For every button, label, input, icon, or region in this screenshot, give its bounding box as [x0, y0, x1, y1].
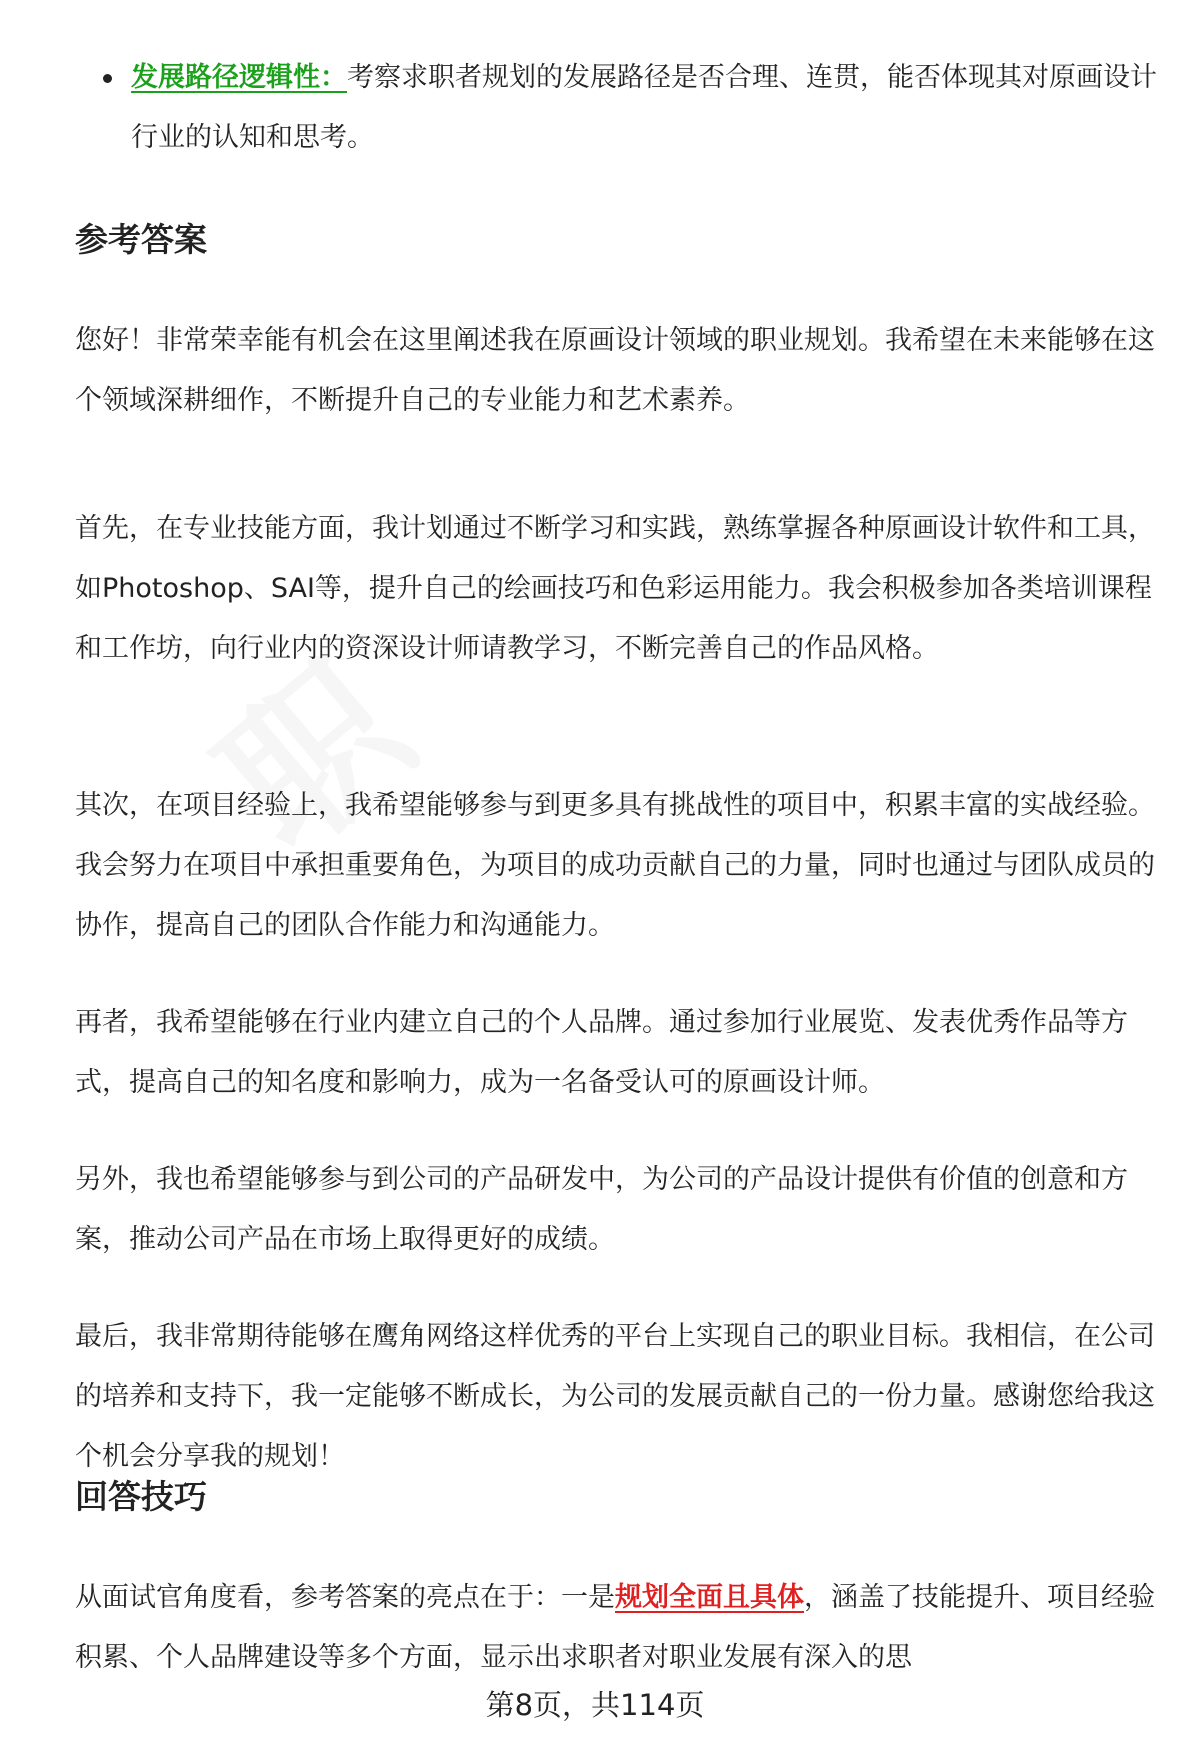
answer-paragraph-brand: 再者，我希望能够在行业内建立自己的个人品牌。通过参加行业展览、发表优秀作品等方式，提高自己的知名度和影响力，成为一名备受认可的原画设计师。: [75, 1007, 1128, 1098]
document-page: [75, 48, 1165, 1673]
bullet-icon: [103, 74, 112, 83]
criterion-text: 考察求职者规划的发展路径是否合理、连贯，能否体现其对原画设计行业的认知和思考。: [131, 62, 1157, 153]
page-number: 第8页，共114页: [485, 1688, 705, 1722]
tips-highlight-term: 规划全面且具体: [615, 1582, 804, 1613]
reference-answer-heading: 参考答案: [75, 220, 207, 259]
answer-paragraph-intro: 您好！非常荣幸能有机会在这里阐述我在原画设计领域的职业规划。我希望在未来能够在这个领域深耕细作，不断提升自己的专业能力和艺术素养。: [75, 325, 1155, 416]
criterion-term: 发展路径逻辑性：: [131, 62, 347, 93]
answer-paragraph-closing: 最后，我非常期待能够在鹰角网络这样优秀的平台上实现自己的职业目标。我相信，在公司的培养和支持下，我一定能够不断成长，为公司的发展贡献自己的一份力量。感谢您给我这个机会分享我的规划！: [75, 1321, 1155, 1472]
list-item: [75, 48, 1165, 168]
tips-paragraph: [75, 1568, 1165, 1688]
criteria-list: [75, 48, 1165, 168]
answer-tips-heading: 回答技巧: [75, 1477, 207, 1516]
tips-text-after: ，涵盖了技能提升、项目经验积累、个人品牌建设等多个方面，显示出求职者对职业发展有深入的思: [75, 1582, 1155, 1673]
tips-text-before: 从面试官角度看，参考答案的亮点在于：一是: [75, 1582, 615, 1613]
answer-paragraph-projects: 其次，在项目经验上，我希望能够参与到更多具有挑战性的项目中，积累丰富的实战经验。我会努力在项目中承担重要角色，为项目的成功贡献自己的力量，同时也通过与团队成员的协作，提高自己的团队合作能力和沟通能力。: [75, 790, 1155, 941]
answer-paragraph-product: 另外，我也希望能够参与到公司的产品研发中，为公司的产品设计提供有价值的创意和方案，推动公司产品在市场上取得更好的成绩。: [75, 1164, 1128, 1255]
answer-paragraph-skills: 首先，在专业技能方面，我计划通过不断学习和实践，熟练掌握各种原画设计软件和工具，如Photoshop、SAI等，提升自己的绘画技巧和色彩运用能力。我会积极参加各类培训课程和工作坊，向行业内的资深设计师请教学习，不断完善自己的作品风格。: [75, 513, 1155, 664]
